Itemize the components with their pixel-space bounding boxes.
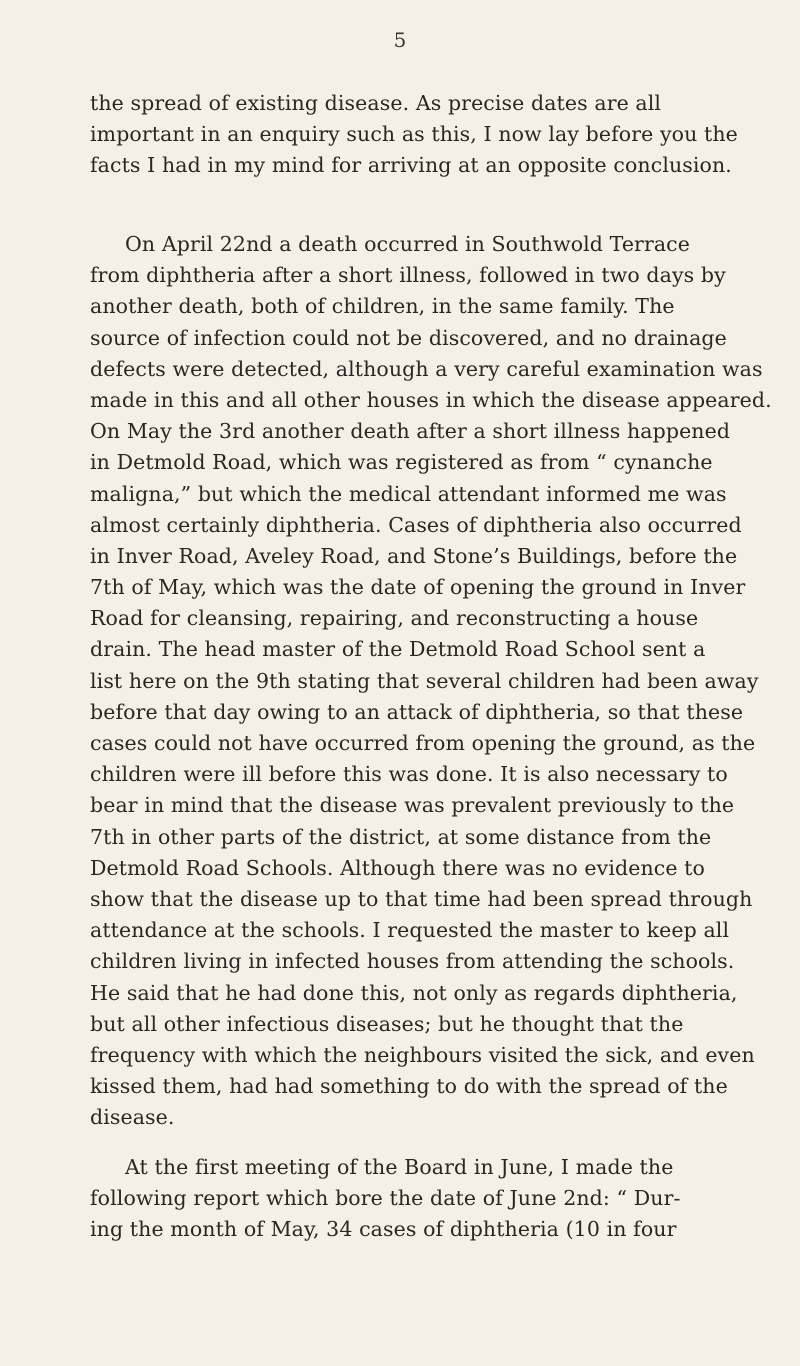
- text-line: another death, both of children, in the same family. The: [90, 294, 675, 319]
- text-line: kissed them, had had something to do with the spread of the: [90, 1074, 728, 1099]
- text-line: the spread of existing disease. As precise dates are all: [90, 91, 662, 115]
- text-line: frequency with which the neighbours visited the sick, and even: [90, 1042, 755, 1067]
- text-line: list here on the 9th stating that several children had been away: [90, 668, 759, 693]
- text-line: drain. The head master of the Detmold Road School sent a: [90, 637, 706, 662]
- text-line: He said that he had done this, not only as regards diphtheria,: [90, 980, 738, 1005]
- text-line: At the first meeting of the Board in June, I made the: [125, 1155, 674, 1179]
- paragraph-2: [90, 229, 772, 1133]
- text-line: in Detmold Road, which was registered as from “ cynanche: [90, 450, 713, 475]
- text-line: On April 22nd a death occurred in Southwold Terrace: [125, 232, 690, 256]
- text-line: in Inver Road, Aveley Road, and Stone’s Buildings, before the: [90, 543, 738, 568]
- text-line: following report which bore the date of June 2nd: “ Dur-: [90, 1186, 681, 1211]
- text-line: but all other infectious diseases; but he thought that the: [90, 1011, 684, 1036]
- text-line: children living in infected houses from attending the schools.: [90, 949, 735, 974]
- text-line: Detmold Road Schools. Although there was no evidence to: [90, 855, 705, 880]
- text-line: source of infection could not be discovered, and no drainage: [90, 325, 727, 350]
- text-line: attendance at the schools. I requested the master to keep all: [90, 918, 730, 943]
- text-line: children were ill before this was done. It is also necessary to: [90, 762, 728, 787]
- text-line: defects were detected, although a very careful examination was: [90, 356, 763, 381]
- text-line: 7th in other parts of the district, at some distance from the: [90, 824, 712, 849]
- paragraph-3: [90, 1152, 740, 1246]
- text-line: important in an enquiry such as this, I now lay before you the: [90, 122, 738, 147]
- text-line: show that the disease up to that time had been spread through: [90, 886, 753, 911]
- page-number: 5: [393, 28, 407, 52]
- text-line: ing the month of May, 34 cases of diphtheria (10 in four: [90, 1217, 677, 1242]
- text-line: bear in mind that the disease was prevalent previously to the: [90, 793, 735, 818]
- text-line: from diphtheria after a short illness, followed in two days by: [90, 263, 726, 288]
- text-line: before that day owing to an attack of diphtheria, so that these: [90, 699, 744, 724]
- text-line: almost certainly diphtheria. Cases of diphtheria also occurred: [90, 512, 742, 537]
- text-line: made in this and all other houses in which the disease appeared.: [90, 387, 772, 412]
- text-line: disease.: [90, 1105, 175, 1130]
- text-line: cases could not have occurred from opening the ground, as the: [90, 731, 756, 755]
- paragraph-1: [90, 88, 740, 182]
- text-line: facts I had in my mind for arriving at an opposite conclusion.: [90, 153, 732, 178]
- text-line: On May the 3rd another death after a short illness happened: [90, 419, 731, 444]
- text-line: maligna,” but which the medical attendant informed me was: [90, 481, 727, 506]
- text-line: 7th of May, which was the date of opening the ground in Inver: [90, 575, 746, 600]
- text-line: Road for cleansing, repairing, and reconstructing a house: [90, 606, 699, 631]
